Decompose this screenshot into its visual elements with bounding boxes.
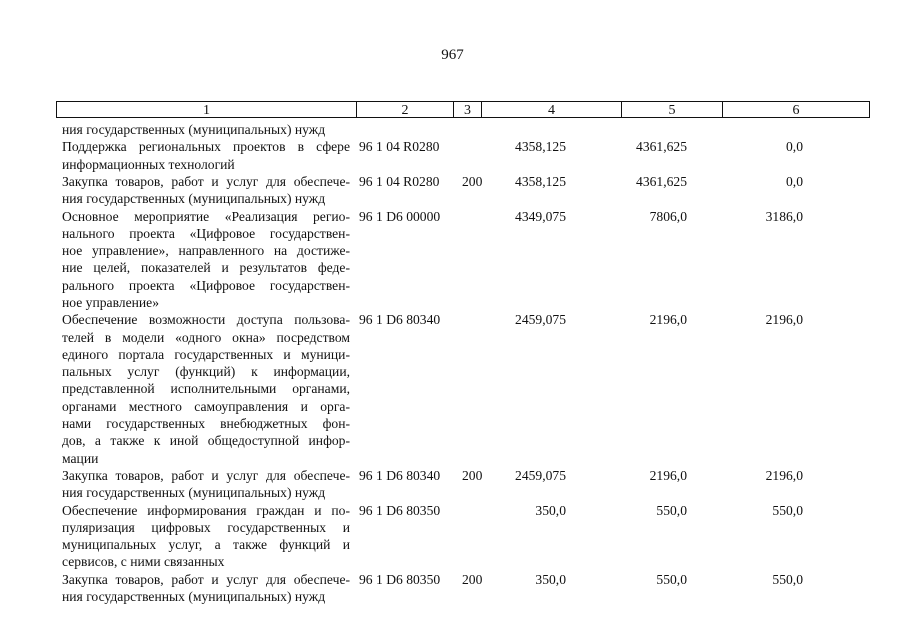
value-col-5: 2196,0 <box>649 312 687 328</box>
page-number: 967 <box>441 47 464 63</box>
budget-code: 96 1 D6 80340 <box>359 468 441 483</box>
description-line: Поддержка региональных проектов в сфере <box>62 139 350 155</box>
value-col-6: 550,0 <box>772 571 803 587</box>
expense-type: 200 <box>462 571 483 587</box>
description-line: телей в модели «одного окна» посредством <box>62 329 350 345</box>
description-line: ния государственных (муниципальных) нужд <box>62 122 326 137</box>
budget-code: 96 1 D6 80350 <box>359 502 441 518</box>
value-col-6: 0,0 <box>786 173 803 189</box>
description-line: пуляризация цифровых государственных и <box>62 519 350 535</box>
header-col-1: 1 <box>56 101 357 118</box>
value-col-4: 2459,075 <box>515 312 566 328</box>
value-col-6: 0,0 <box>786 139 803 155</box>
description-line: Обеспечение возможности доступа пользова- <box>62 312 350 328</box>
description-line: пальных услуг (функций) к информации, <box>62 364 350 380</box>
value-col-6: 550,0 <box>772 502 803 518</box>
description-line: ния государственных (муниципальных) нужд <box>62 485 326 501</box>
row-description <box>62 571 350 606</box>
header-col-2: 2 <box>356 101 454 118</box>
description-line: Основное мероприятие «Реализация регио- <box>62 208 350 224</box>
budget-code: 96 1 D6 00000 <box>359 208 441 224</box>
row-description <box>62 502 350 571</box>
row-description <box>62 311 350 467</box>
description-line: Закупка товаров, работ и услуг для обеспече- <box>62 571 350 587</box>
description-line: сервисов, с ними связанных <box>62 554 225 570</box>
description-line: рального проекта «Цифровое государствен- <box>62 277 350 293</box>
description-line: дов, а также к иной общедоступной инфор- <box>62 433 350 449</box>
description-line: ния государственных (муниципальных) нужд <box>62 589 326 605</box>
row-description <box>62 138 350 173</box>
description-line: Закупка товаров, работ и услуг для обеспече- <box>62 173 350 189</box>
expense-type: 200 <box>462 468 483 483</box>
description-line: Обеспечение информирования граждан и по- <box>62 502 350 518</box>
description-line: ние целей, показателей и результатов феде- <box>62 260 350 276</box>
description-line: нами государственных внебюджетных фон- <box>62 416 350 432</box>
description-line: нального проекта «Цифровое государствен- <box>62 225 350 241</box>
value-col-4: 2459,075 <box>515 468 566 483</box>
value-col-4: 350,0 <box>535 571 566 587</box>
expense-type: 200 <box>462 173 483 189</box>
row-description <box>62 467 350 502</box>
budget-code: 96 1 D6 80340 <box>359 312 441 328</box>
row-description <box>62 121 350 138</box>
value-col-4: 4358,125 <box>515 139 566 155</box>
value-col-5: 550,0 <box>656 571 687 587</box>
description-line: представленной исполнительными органами, <box>62 381 350 397</box>
value-col-5: 550,0 <box>656 502 687 518</box>
description-line: муниципальных услуг, а также функций и <box>62 537 350 553</box>
value-col-6: 2196,0 <box>765 312 803 328</box>
value-col-4: 350,0 <box>535 502 566 518</box>
budget-code: 96 1 04 R0280 <box>359 173 440 189</box>
value-col-5: 2196,0 <box>649 468 687 483</box>
value-col-6: 2196,0 <box>765 468 803 483</box>
description-line: единого портала государственных и муници- <box>62 346 350 362</box>
description-line: мации <box>62 450 99 466</box>
row-description <box>62 208 350 312</box>
description-line: Закупка товаров, работ и услуг для обеспече- <box>62 468 350 483</box>
description-line: ния государственных (муниципальных) нужд <box>62 191 326 207</box>
budget-code: 96 1 D6 80350 <box>359 571 441 587</box>
header-col-5: 5 <box>621 101 723 118</box>
description-line: органами местного самоуправления и орга- <box>62 398 350 414</box>
header-col-4: 4 <box>481 101 622 118</box>
description-line: ное управление», направленного на достиже- <box>62 243 350 259</box>
value-col-4: 4349,075 <box>515 208 566 224</box>
row-description <box>62 173 350 208</box>
value-col-5: 7806,0 <box>649 208 687 224</box>
description-line: ное управление» <box>62 294 160 310</box>
header-col-6: 6 <box>722 101 870 118</box>
description-line: информационных технологий <box>62 156 235 172</box>
value-col-5: 4361,625 <box>636 173 687 189</box>
value-col-4: 4358,125 <box>515 173 566 189</box>
header-col-3: 3 <box>453 101 482 118</box>
value-col-6: 3186,0 <box>765 208 803 224</box>
value-col-5: 4361,625 <box>636 139 687 155</box>
budget-code: 96 1 04 R0280 <box>359 139 440 155</box>
